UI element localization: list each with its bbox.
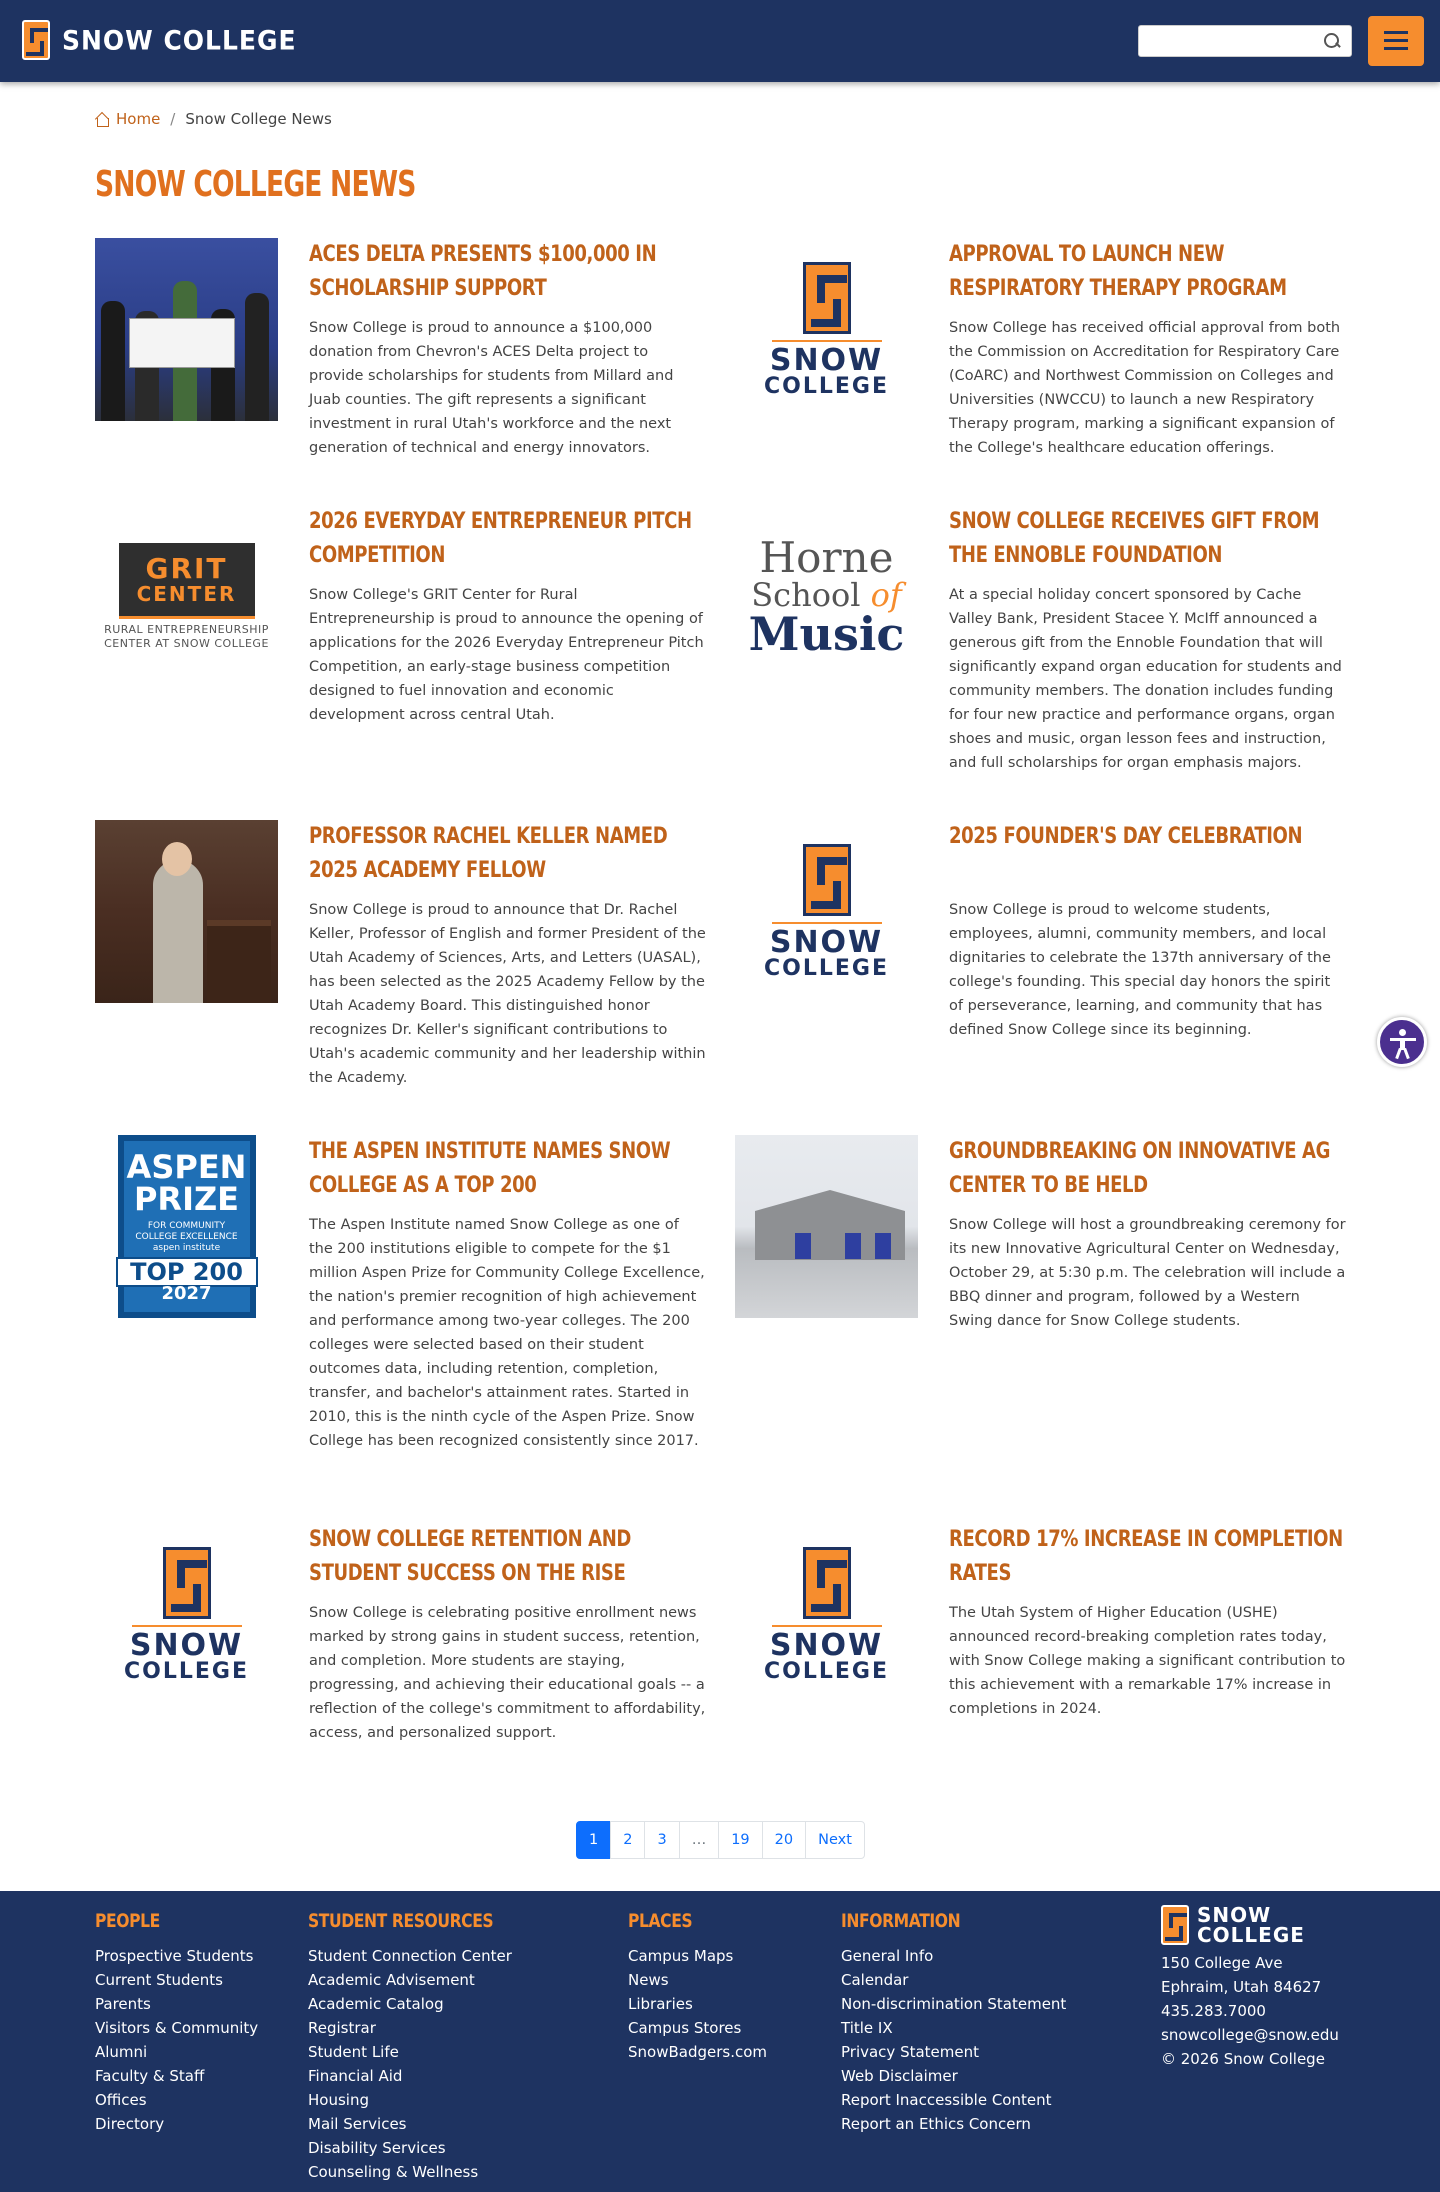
site-footer (0, 1891, 1440, 2192)
footer-link[interactable]: Directory (95, 2115, 165, 2133)
footer-logo-line: COLLEGE (1197, 1923, 1305, 1947)
logo-word-college: COLLEGE (764, 373, 889, 399)
footer-link[interactable]: Web Disclaimer (841, 2067, 958, 2085)
accessibility-icon (1403, 1048, 1410, 1059)
logo-divider (772, 340, 882, 342)
page-link-2[interactable]: 2 (610, 1821, 645, 1859)
news-summary: Snow College is celebrating positive enrollment news marked by strong gains in student success, retention, and completion. More students are staying, progressing, and achieving their educational goals -- a reflection of the college's commitment to affordability, access, and personalized support. (309, 1605, 706, 1741)
news-item (735, 1523, 1345, 1753)
footer-link[interactable]: Title IX (841, 2019, 893, 2037)
footer-link[interactable]: Visitors & Community (95, 2019, 259, 2037)
news-title-link[interactable]: ACES DELTA PRESENTS $100,000 IN SCHOLARSHIP SUPPORT (309, 242, 657, 301)
badge-year: 2027 (161, 1283, 212, 1304)
breadcrumb (95, 110, 332, 128)
news-summary: Snow College has received official approval from both the Commission on Accreditation for Respiratory Care (CoARC) and Northwest Commission on Colleges and Universities (NWCCU) to launch a new Respiratory Therapy program, marking a significant expansion of the College's healthcare education offerings. (949, 320, 1341, 456)
footer-link[interactable]: Campus Maps (628, 1947, 734, 1965)
speaker-head (162, 842, 192, 876)
footer-link[interactable]: Prospective Students (95, 1947, 254, 1965)
logo-divider (772, 1625, 882, 1627)
news-title-link[interactable]: GROUNDBREAKING ON INNOVATIVE AG CENTER TO BE HELD (949, 1139, 1330, 1198)
news-thumbnail[interactable] (95, 820, 278, 1003)
news-summary: The Aspen Institute named Snow College as one of the 200 institutions eligible to compete for the $1 million Aspen Prize for Community College Excellence, the nation's premier recognition of high achievement and performance among two-year colleges. The 200 colleges were selected based on their student outcomes data, including retention, completion, transfer, and bachelor's attainment rates. Started in 2010, this is the ninth cycle of the Aspen Prize. Snow College has been recognized consistently since 2017. (309, 1217, 705, 1449)
footer-link[interactable]: News (628, 1971, 669, 1989)
news-title-link[interactable]: APPROVAL TO LAUNCH NEW RESPIRATORY THERAPY PROGRAM (949, 242, 1287, 301)
news-summary: Snow College's GRIT Center for Rural Entrepreneurship is proud to announce the opening of applications for the 2026 Everyday Entrepreneur Pitch Competition, an early-stage business competition designed to fuel innovation and economic development across central Utah. (309, 587, 704, 723)
big-check (129, 318, 235, 368)
news-thumbnail[interactable] (735, 505, 918, 688)
grit-word: GRIT (145, 551, 228, 585)
site-header (0, 0, 1440, 82)
footer-link[interactable]: Faculty & Staff (95, 2067, 205, 2085)
grit-subtitle-line: RURAL ENTREPRENEURSHIP (104, 623, 269, 637)
building-door (845, 1233, 861, 1259)
news-thumbnail[interactable] (735, 820, 918, 1003)
footer-email-link[interactable]: snowcollege@snow.edu (1161, 2026, 1339, 2044)
logo-word-snow: SNOW (769, 1627, 884, 1663)
accessibility-icon (1395, 1048, 1402, 1059)
snow-s-icon (1161, 1905, 1189, 1945)
menu-bar-icon (1384, 31, 1408, 34)
footer-logo-text (1197, 1905, 1305, 1945)
news-item (95, 820, 705, 1090)
news-item (95, 1523, 705, 1753)
footer-link[interactable]: Libraries (628, 1995, 693, 2013)
logo-divider (132, 1625, 242, 1627)
news-summary: Snow College is proud to announce that Dr. Rachel Keller, Professor of English and former President of the Utah Academy of Sciences, Arts, and Letters (UASAL), has been selected as the 2025 Academy Fellow by the Utah Academy Board. This distinguished honor recognizes Dr. Keller's significant contributions to Utah's academic community and her leadership within the Academy. (309, 902, 706, 1086)
news-summary: At a special holiday concert sponsored by Cache Valley Bank, President Stacee Y. McIff announced a generous gift from the Ennoble Foundation that will significantly expand organ education for students and community members. The donation includes funding for four new practice and performance organs, organ shoes and music, organ lesson fees and instruction, and full scholarships for organ emphasis majors. (949, 587, 1342, 771)
page-link-1[interactable]: 1 (576, 1821, 611, 1859)
building-door (795, 1233, 811, 1259)
news-title-link[interactable]: PROFESSOR RACHEL KELLER NAMED 2025 ACADEMY FELLOW (309, 824, 668, 883)
footer-student-resources (308, 1906, 534, 2184)
footer-link[interactable]: Financial Aid (308, 2067, 403, 2085)
logo-word-college: COLLEGE (764, 1658, 889, 1684)
podium (207, 920, 271, 1003)
badge-subtitle-line: aspen institute (152, 1242, 221, 1253)
music-word: Music (748, 606, 905, 661)
next-page-link[interactable]: Next (805, 1821, 865, 1859)
footer-link[interactable]: Report Inaccessible Content (841, 2091, 1052, 2109)
news-item (735, 238, 1345, 468)
footer-information (841, 1906, 1066, 2136)
building-door (875, 1233, 891, 1259)
aspen-prize-badge (118, 1135, 256, 1318)
badge-line: PRIZE (133, 1180, 240, 1218)
footer-address-line: 150 College Ave (1161, 1954, 1283, 1972)
footer-link[interactable]: Academic Catalog (308, 1995, 444, 2013)
breadcrumb-separator: / (170, 110, 176, 128)
logo-word-college: COLLEGE (764, 955, 889, 981)
menu-bar-icon (1384, 39, 1408, 42)
hamburger-menu-button[interactable] (1368, 16, 1424, 66)
footer-link[interactable]: Calendar (841, 1971, 909, 1989)
news-title-link[interactable]: 2025 FOUNDER'S DAY CELEBRATION (949, 824, 1303, 849)
news-title-link[interactable]: SNOW COLLEGE RECEIVES GIFT FROM THE ENNOBLE FOUNDATION (949, 509, 1320, 568)
news-item (735, 505, 1345, 775)
logo-text: SNOW COLLEGE (62, 24, 297, 56)
badge-subtitle (135, 1221, 237, 1253)
footer-link[interactable]: Privacy Statement (841, 2043, 980, 2061)
footer-heading: STUDENT RESOURCES (308, 1910, 494, 1932)
news-item (735, 820, 1345, 1050)
snow-s-icon (803, 1547, 851, 1619)
footer-link[interactable]: SnowBadgers.com (628, 2043, 768, 2061)
footer-logo-line: SNOW (1197, 1903, 1272, 1927)
news-thumbnail[interactable] (735, 238, 918, 421)
footer-link[interactable]: Student Connection Center (308, 1947, 512, 1965)
horne-word: Horne (759, 532, 894, 582)
breadcrumb-home-link[interactable]: Home (116, 110, 161, 128)
news-thumbnail[interactable] (735, 1523, 918, 1706)
school-word: School (751, 575, 861, 614)
news-title-link[interactable]: RECORD 17% INCREASE IN COMPLETION RATES (949, 1527, 1343, 1586)
news-thumbnail[interactable] (95, 1523, 278, 1706)
news-title-link[interactable]: 2026 EVERYDAY ENTREPRENEUR PITCH COMPETITION (309, 509, 692, 568)
breadcrumb-current: Snow College News (185, 110, 332, 128)
footer-link[interactable]: Academic Advisement (308, 1971, 475, 1989)
home-icon (95, 113, 109, 126)
footer-heading: PLACES (628, 1910, 693, 1932)
footer-link[interactable]: Alumni (95, 2043, 148, 2061)
footer-phone-link[interactable]: 435.283.7000 (1161, 2002, 1266, 2020)
logo-word-college: COLLEGE (124, 1658, 249, 1684)
footer-link[interactable]: Non-discrimination Statement (841, 1995, 1067, 2013)
footer-heading: INFORMATION (841, 1910, 961, 1932)
center-word: CENTER (136, 581, 237, 606)
news-item (95, 505, 705, 755)
logo-word-snow: SNOW (769, 924, 884, 960)
footer-link[interactable]: Housing (308, 2091, 369, 2109)
of-word: of (870, 575, 902, 614)
footer-copyright: © 2026 Snow College (1161, 2050, 1325, 2068)
page-ellipsis: … (679, 1821, 720, 1859)
news-item (735, 1135, 1345, 1365)
news-summary: The Utah System of Higher Education (USHE) announced record-breaking completion rates today, with Snow College making a significant contribution to this achievement with a remarkable 17% increase in completions in 2024. (949, 1605, 1346, 1717)
news-thumbnail[interactable] (735, 1135, 918, 1318)
news-item (95, 238, 705, 468)
news-summary: Snow College will host a groundbreaking ceremony for its new Innovative Agricultural Center on Wednesday, October 29, at 5:30 p.m. The celebration will include a BBQ dinner and program, followed by a Western Swing dance for Snow College students. (949, 1217, 1346, 1329)
news-title-link[interactable]: SNOW COLLEGE RETENTION AND STUDENT SUCCESS ON THE RISE (309, 1527, 631, 1586)
footer-people (95, 1906, 258, 2136)
footer-places (628, 1906, 767, 2064)
news-item (95, 1135, 705, 1475)
news-summary: Snow College is proud to welcome students, employees, alumni, community members, and local dignitaries to celebrate the 137th anniversary of the college's founding. This special day honors the spirit of perseverance, learning, and community that has defined Snow College since its beginning. (949, 902, 1331, 1038)
page-title: SNOW COLLEGE NEWS (95, 164, 416, 205)
speaker-body (153, 860, 203, 1003)
footer-heading: PEOPLE (95, 1910, 160, 1932)
snow-s-icon (803, 262, 851, 334)
news-thumbnail[interactable] (95, 505, 278, 688)
news-summary: Snow College is proud to announce a $100,000 donation from Chevron's ACES Delta project to provide scholarships for students from Millard and Juab counties. The gift represents a significant investment in rural Utah's workforce and the next generation of technical and energy innovators. (309, 320, 674, 456)
snow-s-icon (163, 1547, 211, 1619)
footer-link[interactable]: Offices (95, 2091, 147, 2109)
accessibility-widget-button[interactable] (1377, 1017, 1427, 1067)
footer-address-line: Ephraim, Utah 84627 (1161, 1978, 1322, 1996)
grit-subtitle-line: CENTER AT SNOW COLLEGE (104, 636, 269, 650)
badge-line: ASPEN (126, 1148, 247, 1186)
footer-logo[interactable] (1161, 1905, 1339, 1945)
footer-link[interactable]: Student Life (308, 2043, 399, 2061)
page-link-3[interactable]: 3 (644, 1821, 679, 1859)
logo-divider (772, 922, 882, 924)
footer-link[interactable]: Campus Stores (628, 2019, 742, 2037)
news-title-link[interactable]: THE ASPEN INSTITUTE NAMES SNOW COLLEGE AS A TOP 200 (309, 1139, 671, 1198)
badge-subtitle-line: FOR COMMUNITY (147, 1221, 226, 1231)
pagination (577, 1821, 865, 1859)
footer-link[interactable]: Registrar (308, 2019, 376, 2037)
page-link-20[interactable]: 20 (762, 1821, 806, 1859)
news-thumbnail[interactable] (95, 1135, 278, 1318)
footer-link[interactable]: Parents (95, 1995, 151, 2013)
footer-link[interactable]: Report an Ethics Concern (841, 2115, 1031, 2133)
logo-word-snow: SNOW (129, 1627, 244, 1663)
badge-band: TOP 200 (116, 1257, 258, 1287)
search-icon[interactable] (1323, 32, 1341, 50)
footer-link[interactable]: Counseling & Wellness (308, 2163, 479, 2181)
search-input[interactable] (1147, 26, 1317, 56)
footer-link[interactable]: Disability Services (308, 2139, 446, 2157)
person-silhouette (245, 293, 269, 421)
person-silhouette (101, 301, 125, 421)
site-logo[interactable] (22, 20, 297, 60)
page-link-19[interactable]: 19 (718, 1821, 762, 1859)
badge-subtitle-line: COLLEGE EXCELLENCE (135, 1231, 238, 1242)
news-thumbnail[interactable] (95, 238, 278, 421)
footer-contact (1161, 1905, 1339, 2071)
footer-link[interactable]: Current Students (95, 1971, 223, 1989)
footer-link[interactable]: General Info (841, 1947, 934, 1965)
grit-logo (119, 543, 255, 619)
accessibility-icon (1399, 1029, 1406, 1036)
logo-word-snow: SNOW (769, 342, 884, 378)
grit-subtitle (104, 623, 269, 649)
snow-s-icon (803, 844, 851, 916)
footer-link[interactable]: Mail Services (308, 2115, 407, 2133)
menu-bar-icon (1384, 47, 1408, 50)
search-box (1138, 25, 1352, 57)
school-of-words (751, 575, 902, 614)
snow-s-icon (22, 20, 50, 60)
